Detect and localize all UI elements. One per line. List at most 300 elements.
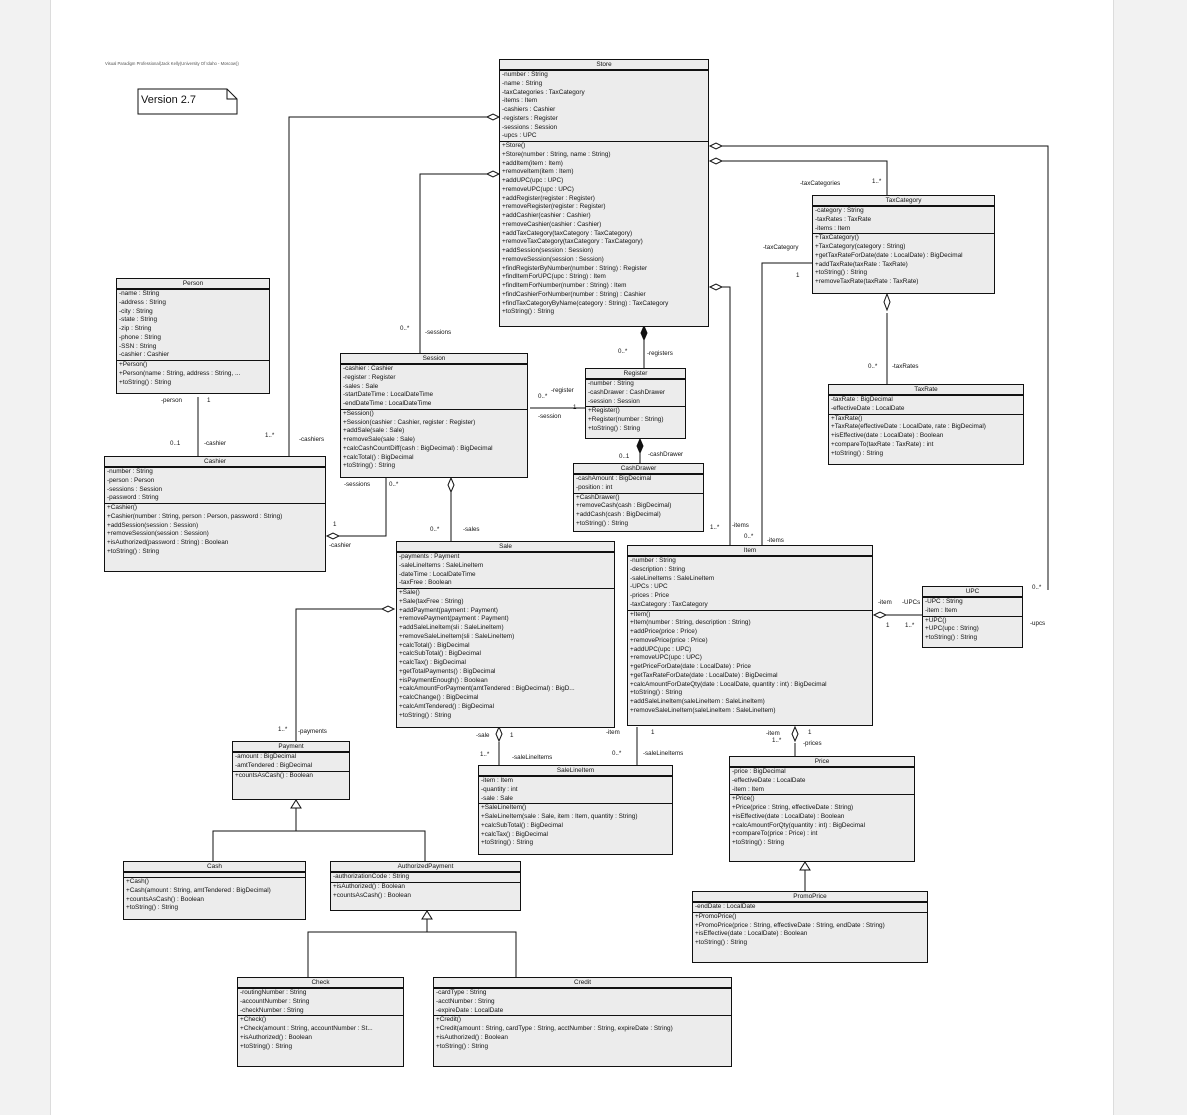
operation-line: +Sale(taxFree : String) — [399, 597, 464, 605]
class-taxcategory[interactable] — [812, 195, 995, 294]
operation-line: +toString() : String — [695, 939, 748, 946]
operation-line: +calcAmtTendered() : BigDecimal — [399, 702, 495, 710]
operation-line: +calcTotal() : BigDecimal — [399, 641, 470, 649]
operation-line: +toString() : String — [502, 308, 555, 316]
assoc-label: -person — [161, 397, 182, 404]
operation-line: +Store() — [502, 142, 526, 149]
operation-line: +UPC() — [925, 616, 947, 624]
attribute-line: -accountNumber : String — [240, 997, 310, 1005]
operation-line: +addSession(session : Session) — [107, 521, 199, 529]
operations-compartment — [923, 617, 1022, 643]
attribute-line: -description : String — [630, 565, 686, 573]
attribute-line: -dateTime : LocalDateTime — [399, 570, 476, 578]
agg-store-upc — [710, 143, 722, 149]
operation-line: +Credit() — [436, 1016, 462, 1024]
link-store-session — [420, 174, 487, 353]
operation-line: +calcTax() : BigDecimal — [399, 659, 466, 666]
operation-line: +calcChange() : BigDecimal — [399, 694, 479, 701]
class-name: Cashier — [105, 457, 325, 468]
attribute-line: -cashAmount : BigDecimal — [576, 475, 652, 482]
attribute-line: -price : BigDecimal — [732, 768, 786, 775]
operation-line: +removeUPC(upc : UPC) — [502, 185, 574, 193]
operation-line: +countsAsCash() : Boolean — [126, 895, 204, 903]
operation-line: +removeTaxCategory(taxCategory : TaxCategory) — [502, 238, 643, 246]
agg-item-price — [792, 727, 798, 741]
attribute-line: -name : String — [119, 290, 160, 297]
operation-line: +removeSaleLineItem(sli : SaleLineItem) — [399, 632, 515, 640]
operation-line: +Session() — [343, 409, 374, 417]
operation-line: +calcAmountForPayment(amtTendered : BigDecimal) : BigD... — [399, 685, 575, 693]
operation-line: +toString() : String — [925, 634, 978, 641]
agg-item-upc — [874, 612, 886, 618]
operation-line: +removeRegister(register : Register) — [502, 203, 606, 211]
attribute-line: -UPCs : UPC — [630, 583, 668, 591]
assoc-label: -saleLineItems — [643, 750, 684, 757]
operation-line: +removePrice(price : Price) — [630, 636, 708, 644]
operation-line: +addSale(sale : Sale) — [343, 427, 405, 435]
class-cashier[interactable] — [104, 456, 326, 572]
class-name: Register — [586, 369, 685, 380]
operations-compartment — [813, 234, 994, 287]
attributes-compartment — [434, 989, 731, 1016]
attributes-compartment — [479, 777, 672, 804]
operation-line: +addPrice(price : Price) — [630, 628, 697, 635]
operation-line: +addSession(session : Session) — [502, 247, 594, 254]
operation-line: +Register(number : String) — [588, 416, 664, 423]
assoc-multiplicity: 1 — [510, 732, 514, 739]
operations-compartment — [434, 1016, 731, 1051]
operations-compartment — [105, 504, 325, 557]
assoc-label: -register — [551, 387, 574, 394]
operation-line: +toString() : String — [126, 904, 179, 912]
class-payment[interactable] — [232, 741, 350, 800]
attribute-line: -number : String — [588, 380, 634, 387]
attribute-line: -cashDrawer : CashDrawer — [588, 388, 666, 396]
assoc-label: -items — [767, 537, 784, 544]
attributes-compartment — [397, 553, 614, 589]
assoc-multiplicity: 0..* — [612, 750, 622, 757]
attribute-line: -phone : String — [119, 333, 161, 341]
attribute-line: -taxFree : Boolean — [399, 579, 452, 587]
operation-line: +toString() : String — [399, 711, 452, 719]
assoc-label: -prices — [803, 740, 822, 747]
assoc-label: -item — [766, 730, 780, 737]
class-name: Session — [341, 354, 527, 365]
attribute-line: -sessions : Session — [502, 123, 558, 131]
class-name: CashDrawer — [574, 464, 703, 475]
attributes-compartment — [586, 380, 685, 407]
class-name: Cash — [124, 862, 305, 873]
operation-line: +addUPC(upc : UPC) — [630, 645, 692, 653]
operation-line: +isEffective(date : LocalDate) : Boolean — [831, 432, 944, 439]
operation-line: +isAuthorized() : Boolean — [240, 1033, 312, 1041]
operations-compartment — [233, 772, 349, 781]
agg-store-session — [487, 171, 499, 177]
attribute-line: -number : String — [107, 468, 153, 475]
class-name: Person — [117, 279, 269, 290]
operation-line: +TaxRate(effectiveDate : LocalDate, rate : BigDecimal) — [831, 423, 986, 431]
tri-payment — [291, 800, 301, 808]
class-name: Item — [628, 546, 872, 557]
operation-line: +PromoPrice() — [695, 912, 737, 920]
class-upc[interactable] — [922, 586, 1023, 648]
operation-line: +Store(number : String, name : String) — [502, 150, 611, 158]
operation-line: +Session(cashier : Cashier, register : Register) — [343, 418, 476, 426]
class-taxrate[interactable] — [828, 384, 1024, 465]
class-promoprice[interactable] — [692, 891, 928, 963]
operation-line: +getTotalPayments() : BigDecimal — [399, 667, 496, 675]
assoc-label: -cashier — [204, 440, 227, 447]
tri-authorized — [422, 911, 432, 919]
attributes-compartment — [238, 989, 403, 1016]
link-store-item — [722, 287, 730, 545]
class-cash[interactable] — [123, 861, 306, 920]
operation-line: +findItemForNumber(number : String) : Item — [502, 282, 627, 289]
attribute-line: -item : Item — [481, 777, 513, 784]
operations-compartment — [341, 410, 527, 471]
assoc-label: -UPCs — [902, 599, 921, 606]
version-note: Version 2.7 — [141, 94, 197, 106]
operation-line: +getPriceForDate(date : LocalDate) : Price — [630, 663, 751, 670]
attribute-line: -category : String — [815, 207, 864, 214]
operations-compartment — [500, 142, 708, 317]
operations-compartment — [331, 883, 520, 901]
attribute-line: -register : Register — [343, 373, 396, 381]
operation-line: +toString() : String — [630, 689, 683, 697]
class-name: Store — [500, 60, 708, 71]
operation-line: +addRegister(register : Register) — [502, 194, 595, 202]
assoc-multiplicity: 1..* — [772, 737, 782, 744]
operation-line: +calcSubTotal() : BigDecimal — [399, 650, 481, 658]
operation-line: +calcAmountForQty(quantity : int) : BigDecimal — [732, 821, 866, 829]
assoc-label: -items — [732, 522, 749, 529]
operation-line: +Price(price : String, effectiveDate : String) — [732, 804, 854, 811]
operation-line: +toString() : String — [119, 378, 172, 386]
assoc-multiplicity: 1..* — [480, 751, 490, 758]
operation-line: +toString() : String — [588, 424, 641, 432]
operation-line: +addCashier(cashier : Cashier) — [502, 212, 591, 219]
attributes-compartment — [730, 768, 914, 795]
class-name: Sale — [397, 542, 614, 553]
operation-line: +removeSaleLineItem(saleLineItem : SaleLineItem) — [630, 706, 776, 714]
operation-line: +Sale() — [399, 589, 420, 596]
operation-line: +Cashier(number : String, person : Person, password : String) — [107, 512, 283, 520]
attribute-line: -sale : Sale — [481, 794, 513, 802]
operation-line: +Item(number : String, description : String) — [630, 619, 751, 627]
operation-line: +toString() : String — [107, 547, 160, 555]
operation-line: +toString() : String — [815, 269, 868, 277]
attribute-line: -acctNumber : String — [436, 997, 495, 1005]
operation-line: +removeSale(sale : Sale) — [343, 436, 415, 443]
operation-line: +addItem(item : Item) — [502, 159, 563, 167]
attribute-line: -sessions : Session — [107, 485, 163, 493]
attribute-line: -items : Item — [815, 224, 851, 232]
class-person[interactable] — [116, 278, 270, 394]
class-session[interactable] — [340, 353, 528, 478]
assoc-multiplicity: 0..* — [744, 533, 754, 540]
class-cashdrawer[interactable] — [573, 463, 704, 532]
assoc-multiplicity: 1 — [808, 729, 812, 736]
attribute-line: -state : String — [119, 316, 158, 324]
operations-compartment — [574, 494, 703, 529]
assoc-label: -cashiers — [299, 436, 325, 443]
link-item-taxcategory — [762, 263, 812, 545]
operation-line: +calcAmountForDateQty(date : LocalDate, quantity : int) : BigDecimal — [630, 680, 827, 688]
attributes-compartment — [233, 753, 349, 772]
attribute-line: -prices : Price — [630, 592, 670, 599]
attribute-line: -expireDate : LocalDate — [436, 1006, 504, 1014]
class-sale[interactable] — [396, 541, 615, 728]
operation-line: +addPayment(payment : Payment) — [399, 606, 498, 614]
agg-taxcat-taxrate — [884, 294, 890, 310]
assoc-label: -session — [538, 413, 562, 420]
assoc-multiplicity: 0..* — [389, 481, 399, 488]
assoc-multiplicity: 1 — [573, 404, 577, 411]
operation-line: +UPC(upc : String) — [925, 625, 979, 633]
attribute-line: -quantity : int — [481, 785, 518, 793]
operation-line: +removeItem(item : Item) — [502, 168, 574, 176]
attribute-line: -sales : Sale — [343, 382, 379, 390]
assoc-label: -taxCategories — [800, 180, 841, 187]
operation-line: +isAuthorized(password : String) : Boolean — [107, 539, 229, 546]
attribute-line: -payments : Payment — [399, 553, 460, 560]
attribute-line: -taxCategories : TaxCategory — [502, 88, 585, 96]
class-price[interactable] — [729, 756, 915, 862]
operation-line: +findItemForUPC(upc : String) : Item — [502, 273, 606, 281]
attribute-line: -item : Item — [925, 606, 957, 614]
attributes-compartment — [628, 557, 872, 611]
operations-compartment — [117, 361, 269, 387]
attribute-line: -effectiveDate : LocalDate — [732, 776, 806, 784]
assoc-multiplicity: 0..* — [400, 325, 410, 332]
operation-line: +CashDrawer() — [576, 493, 620, 501]
assoc-multiplicity: 1 — [207, 397, 211, 404]
attribute-line: -checkNumber : String — [240, 1006, 304, 1014]
operation-line: +compareTo(price : Price) : int — [732, 830, 818, 838]
assoc-label: -upcs — [1030, 620, 1046, 627]
operation-line: +Cashier() — [107, 504, 138, 511]
attribute-line: -amount : BigDecimal — [235, 753, 297, 760]
operation-line: +Cash(amount : String, amtTendered : BigDecimal) — [126, 886, 271, 894]
comp-register-cashdrawer — [637, 439, 643, 453]
attribute-line: -SSN : String — [119, 342, 157, 350]
attributes-compartment — [500, 71, 708, 142]
class-item[interactable] — [627, 545, 873, 726]
attribute-line: -position : int — [576, 483, 613, 491]
attribute-line: -routingNumber : String — [240, 989, 307, 996]
operation-line: +toString() : String — [576, 519, 629, 527]
operation-line: +getTaxRateForDate(date : LocalDate) : BigDecimal — [815, 251, 963, 259]
operations-compartment — [586, 407, 685, 433]
operation-line: +toString() : String — [343, 462, 396, 470]
assoc-multiplicity: 1..* — [265, 432, 275, 439]
operation-line: +toString() : String — [831, 449, 884, 457]
operation-line: +isEffective(date : LocalDate) : Boolean — [695, 930, 808, 938]
attribute-line: -session : Session — [588, 397, 640, 405]
assoc-multiplicity: 1..* — [278, 726, 288, 733]
operation-line: +toString() : String — [732, 839, 785, 846]
attribute-line: -person : Person — [107, 476, 155, 484]
operations-compartment — [829, 415, 1023, 459]
class-store[interactable] — [499, 59, 709, 327]
operation-line: +calcTax() : BigDecimal — [481, 830, 548, 838]
operation-line: +TaxCategory() — [815, 234, 859, 242]
operation-line: +countsAsCash() : Boolean — [235, 771, 313, 779]
attribute-line: -UPC : String — [925, 598, 963, 605]
attribute-line: -startDateTime : LocalDateTime — [343, 391, 434, 399]
operation-line: +addSaleLineItem(sli : SaleLineItem) — [399, 624, 504, 631]
operation-line: +isAuthorized() : Boolean — [436, 1033, 508, 1041]
operation-line: +Cash() — [126, 878, 149, 885]
class-check[interactable] — [237, 977, 404, 1067]
class-authorizedpayment[interactable] — [330, 861, 521, 911]
class-name: UPC — [923, 587, 1022, 598]
operation-line: +calcTotal() : BigDecimal — [343, 453, 414, 461]
attribute-line: -item : Item — [732, 785, 764, 793]
operation-line: +toString() : String — [436, 1042, 489, 1050]
assoc-multiplicity: 0..* — [430, 526, 440, 533]
assoc-label: -item — [878, 599, 892, 606]
attributes-compartment — [117, 290, 269, 361]
operations-compartment — [730, 795, 914, 848]
operation-line: +findTaxCategoryByName(category : String) : TaxCategory — [502, 299, 669, 307]
operation-line: +compareTo(taxRate : TaxRate) : int — [831, 440, 934, 448]
attribute-line: -taxRate : BigDecimal — [831, 396, 893, 403]
assoc-label: -payments — [298, 728, 327, 735]
operations-compartment — [397, 589, 614, 720]
attribute-line: -cashier : Cashier — [119, 351, 170, 359]
assoc-label: -cashier — [329, 542, 352, 549]
operation-line: +Register() — [588, 407, 620, 415]
attributes-compartment — [105, 468, 325, 504]
attribute-line: -registers : Register — [502, 114, 558, 122]
operation-line: +getTaxRateForDate(date : LocalDate) : BigDecimal — [630, 671, 778, 679]
operation-line: +findRegisterByNumber(number : String) : Register — [502, 264, 648, 272]
attribute-line: -authorizationCode : String — [333, 873, 410, 880]
comp-store-register — [641, 326, 647, 340]
agg-sale-payment — [382, 606, 394, 612]
assoc-multiplicity: 0..* — [1032, 584, 1042, 591]
assoc-label: -sessions — [425, 329, 452, 336]
operation-line: +removeCashier(cashier : Cashier) — [502, 220, 602, 228]
assoc-multiplicity: 1 — [333, 521, 337, 528]
operation-line: +isEffective(date : LocalDate) : Boolean — [732, 812, 845, 820]
operation-line: +addSaleLineItem(saleLineItem : SaleLineItem) — [630, 698, 765, 705]
class-name: TaxRate — [829, 385, 1023, 396]
operation-line: +countsAsCash() : Boolean — [333, 891, 411, 899]
operation-line: +addUPC(upc : UPC) — [502, 177, 564, 184]
attributes-compartment — [813, 207, 994, 234]
operation-line: +removeSession(session : Session) — [502, 255, 604, 263]
operation-line: +removeCash(cash : BigDecimal) — [576, 502, 672, 510]
class-name: SaleLineItem — [479, 766, 672, 777]
operation-line: +TaxRate() — [831, 414, 863, 422]
agg-store-cashier — [487, 114, 499, 120]
operation-line: +removeSession(session : Session) — [107, 530, 209, 538]
operation-line: +Check(amount : String, accountNumber : St... — [240, 1025, 373, 1032]
attribute-line: -effectiveDate : LocalDate — [831, 404, 905, 412]
agg-session-sale — [448, 478, 454, 492]
tri-price — [800, 862, 810, 870]
assoc-multiplicity: 1..* — [872, 178, 882, 185]
operation-line: +toString() : String — [240, 1042, 293, 1050]
class-salelineitem[interactable] — [478, 765, 673, 855]
attribute-line: -amtTendered : BigDecimal — [235, 761, 313, 769]
attribute-line: -upcs : UPC — [502, 132, 537, 140]
operations-compartment — [628, 611, 872, 716]
operation-line: +addCash(cash : BigDecimal) — [576, 511, 661, 518]
operations-compartment — [693, 913, 927, 948]
assoc-label: -saleLineItems — [512, 754, 553, 761]
agg-store-item — [710, 284, 722, 290]
assoc-label: -sale — [476, 732, 490, 739]
assoc-label: -cashDrawer — [648, 451, 684, 458]
operation-line: +Person(name : String, address : String, ... — [119, 369, 241, 377]
attribute-line: -cashiers : Cashier — [502, 106, 556, 113]
assoc-multiplicity: 0..* — [538, 393, 548, 400]
attribute-line: -saleLineItems : SaleLineItem — [630, 574, 715, 582]
assoc-multiplicity: 1 — [796, 272, 800, 279]
assoc-label: -taxCategory — [763, 244, 799, 251]
agg-cashier-session — [327, 533, 339, 539]
gen-authorized — [308, 932, 516, 977]
attribute-line: -taxCategory : TaxCategory — [630, 600, 708, 608]
operation-line: +Credit(amount : String, cardType : String, acctNumber : String, expireDate : String) — [436, 1025, 673, 1032]
operations-compartment — [124, 878, 305, 913]
operation-line: +calcSubTotal() : BigDecimal — [481, 821, 563, 829]
attribute-line: -number : String — [502, 71, 548, 78]
attribute-line: -city : String — [119, 307, 153, 315]
operation-line: +Price() — [732, 795, 755, 803]
operation-line: +addTaxRate(taxRate : TaxRate) — [815, 260, 908, 268]
operation-line: +Person() — [119, 361, 148, 368]
attribute-line: -address : String — [119, 298, 166, 306]
operation-line: +PromoPrice(price : String, effectiveDate : String, endDate : String) — [695, 921, 885, 929]
attribute-line: -taxRates : TaxRate — [815, 215, 872, 223]
operation-line: +Item() — [630, 610, 651, 618]
operation-line: +addTaxCategory(taxCategory : TaxCategory) — [502, 229, 633, 237]
operations-compartment — [238, 1016, 403, 1051]
attributes-compartment — [693, 903, 927, 913]
attribute-line: -endDate : LocalDate — [695, 903, 756, 910]
attributes-compartment — [829, 396, 1023, 415]
operation-line: +calcCashCountDiff(cash : BigDecimal) : BigDecimal — [343, 444, 493, 452]
class-name: Payment — [233, 742, 349, 753]
operation-line: +isPaymentEnough() : Boolean — [399, 676, 488, 684]
link-sale-payment — [296, 609, 382, 741]
operation-line: +removeTaxRate(taxRate : TaxRate) — [815, 278, 919, 285]
operation-line: +isAuthorized() : Boolean — [333, 882, 405, 890]
class-name: Credit — [434, 978, 731, 989]
class-register[interactable] — [585, 368, 686, 439]
gen-payment — [213, 831, 425, 861]
class-name: TaxCategory — [813, 196, 994, 207]
assoc-multiplicity: 0..1 — [170, 440, 181, 447]
assoc-multiplicity: 1 — [886, 622, 890, 629]
operations-compartment — [479, 804, 672, 848]
attribute-line: -cardType : String — [436, 989, 487, 996]
attribute-line: -cashier : Cashier — [343, 365, 394, 372]
operation-line: +Check() — [240, 1016, 267, 1024]
attributes-compartment — [331, 873, 520, 883]
assoc-label: -taxRates — [892, 363, 919, 370]
attribute-line: -saleLineItems : SaleLineItem — [399, 561, 484, 569]
class-credit[interactable] — [433, 977, 732, 1067]
assoc-multiplicity: 0..* — [868, 363, 878, 370]
agg-store-taxcat — [710, 158, 722, 164]
operation-line: +findCashierForNumber(number : String) : Cashier — [502, 290, 646, 298]
link-store-taxcategory — [722, 161, 887, 196]
